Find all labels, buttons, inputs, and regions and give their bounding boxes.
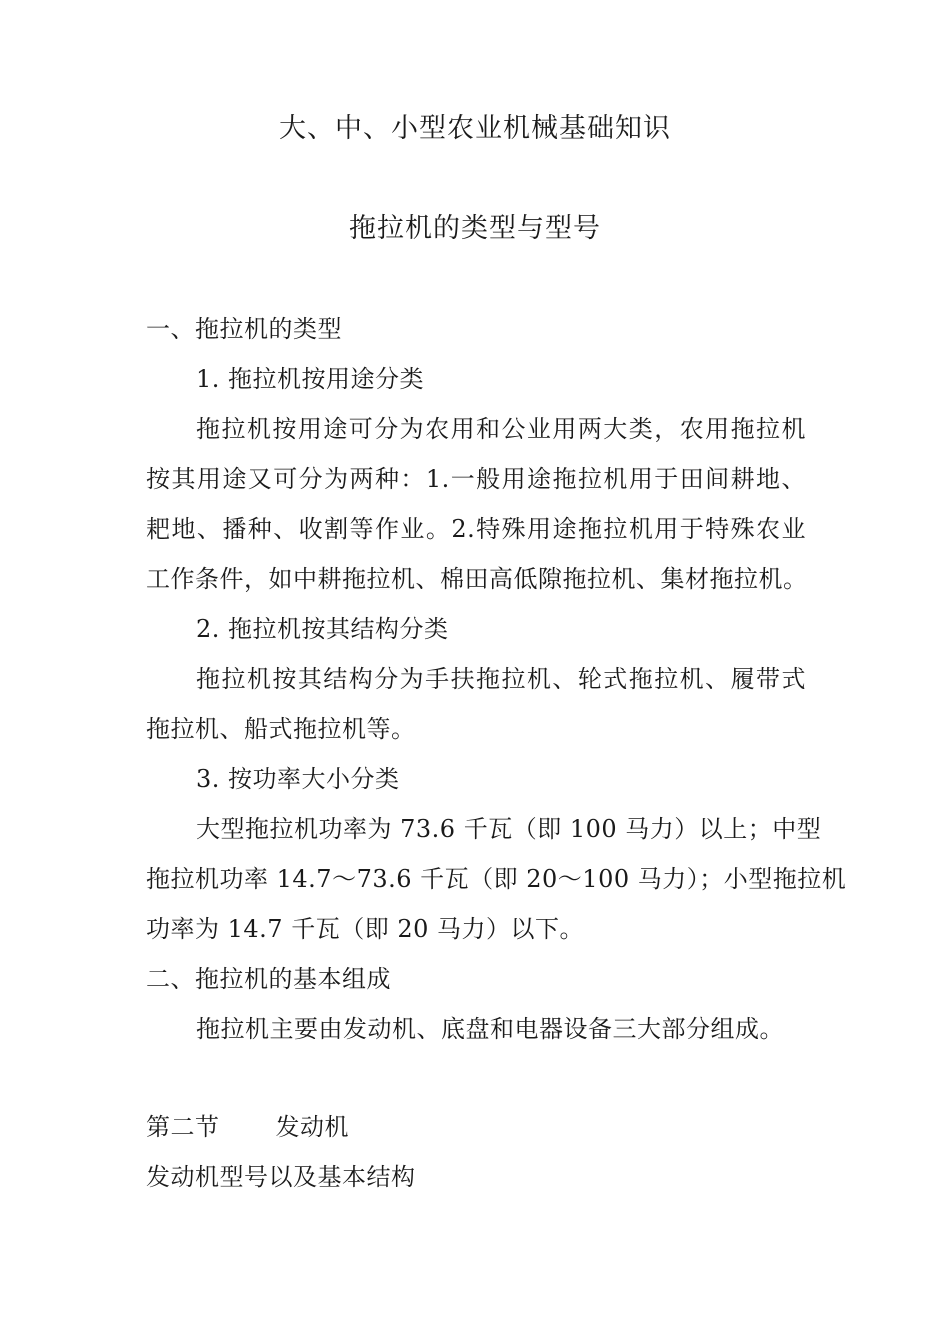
paragraph-line: 拖拉机主要由发动机、底盘和电器设备三大部分组成。 xyxy=(196,1015,784,1043)
item-heading-by-structure: 2. 拖拉机按其结构分类 xyxy=(196,615,449,643)
subtitle: 拖拉机的类型与型号 xyxy=(349,213,601,244)
paragraph-line: 大型拖拉机功率为 73.6 千瓦（即 100 马力）以上；中型 xyxy=(196,815,822,843)
paragraph-line: 拖拉机按用途可分为农用和公业用两大类，农用拖拉机 xyxy=(196,415,806,443)
subheading-engine-structure: 发动机型号以及基本结构 xyxy=(146,1163,416,1191)
paragraph-line: 拖拉机、船式拖拉机等。 xyxy=(146,715,416,743)
chapter-number: 第二节 xyxy=(146,1113,220,1141)
item-heading-by-use: 1. 拖拉机按用途分类 xyxy=(196,365,425,393)
paragraph-line: 功率为 14.7 千瓦（即 20 马力）以下。 xyxy=(146,915,584,943)
main-title: 大、中、小型农业机械基础知识 xyxy=(279,113,671,144)
section-heading-composition: 二、拖拉机的基本组成 xyxy=(146,965,391,993)
chapter-title: 发动机 xyxy=(275,1113,349,1141)
chapter-heading xyxy=(146,1110,349,1144)
item-heading-by-power: 3. 按功率大小分类 xyxy=(196,765,400,793)
paragraph-line: 按其用途又可分为两种：1.一般用途拖拉机用于田间耕地、 xyxy=(146,465,806,493)
paragraph-line: 拖拉机功率 14.7～73.6 千瓦（即 20～100 马力）；小型拖拉机 xyxy=(146,865,847,893)
paragraph-line: 耙地、播种、收割等作业。2.特殊用途拖拉机用于特殊农业 xyxy=(146,515,806,543)
paragraph-line: 拖拉机按其结构分为手扶拖拉机、轮式拖拉机、履带式 xyxy=(196,665,806,693)
paragraph-line: 工作条件，如中耕拖拉机、棉田高低隙拖拉机、集材拖拉机。 xyxy=(146,565,808,593)
section-heading-types: 一、拖拉机的类型 xyxy=(146,315,342,343)
